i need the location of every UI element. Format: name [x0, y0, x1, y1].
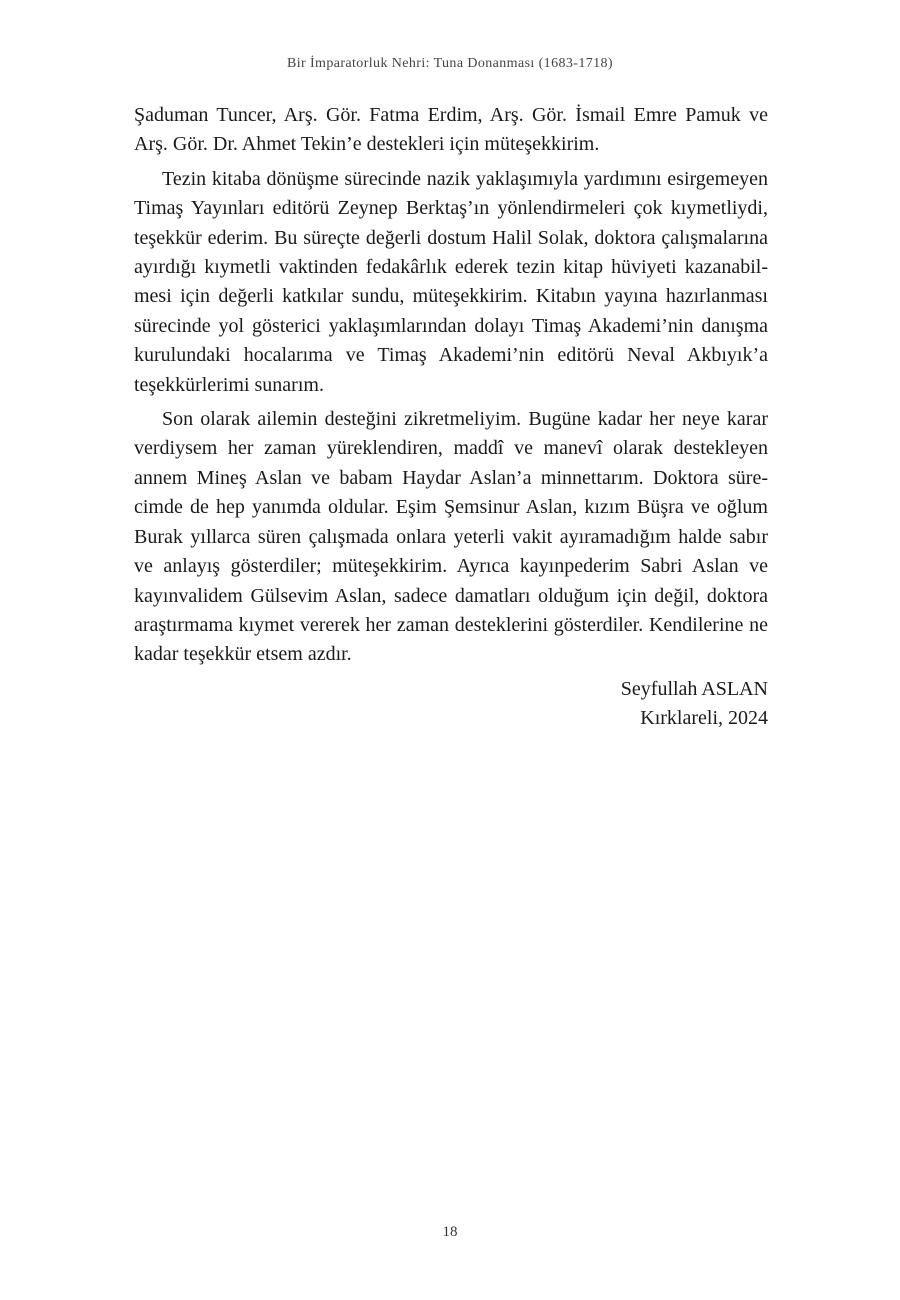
body-text [134, 101, 768, 734]
paragraph-editor-thanks: Tezin kitaba dönüşme sürecinde nazik yaklaşımıyla yardımını esirgemeyen Timaş Yayınları editörü Zeynep Berktaş’ın yönlendirmeleri çok kıymetliydi, teşekkür ederim. Bu süreçte değerli dostum Halil Solak, doktora çalışmalarına ayırdığı kıymetli vaktinden fedakârlık ederek tezin kitap hüviyeti kazanabilmesi için değerli katkılar sundu, müteşekkirim. Kitabın yayına hazırlanması sürecinde yol gösterici yaklaşımlarından dolayı Timaş Akademi’nin danışma kurulundaki hocalarıma ve Timaş Akademi’nin editörü Neval Akbıyık’a teşekkürlerimi sunarım. [134, 167, 768, 396]
paragraph-family-thanks: Son olarak ailemin desteğini zikretmeliyim. Bugüne kadar her neye karar verdiysem her zaman yüreklendiren, maddî ve manevî olarak destekleyen annem Mineş Aslan ve babam Haydar Aslan’a minnettarım. Doktora sürecimde de hep yanımda oldular. Eşim Şemsinur Aslan, kızım Büşra ve oğlum Burak yıllarca süren çalışmada onlara yeterli vakit ayıramadığım halde sabır ve anlayış gösterdiler; müteşekkirim. Ayrıca kayınpederim Sabri Aslan ve kayınvalidem Gülsevim Aslan, sadece damatları olduğum için değil, doktora araştırmama kıymet vererek her zaman desteklerini gösterdiler. Kendilerine ne kadar teşekkür etsem azdır. [134, 408, 768, 666]
author-name: Seyfullah ASLAN [620, 677, 768, 700]
signature-block [134, 675, 768, 734]
place-date: Kırklareli, 2024 [640, 707, 768, 730]
page-number: 18 [442, 1224, 458, 1240]
running-header: Bir İmparatorluk Nehri: Tuna Donanması (1683-1718) [286, 56, 613, 71]
paragraph-continued: Şaduman Tuncer, Arş. Gör. Fatma Erdim, Arş. Gör. İsmail Emre Pamuk ve Arş. Gör. Dr. Ahmet Tekin’e destekleri için müteşekkirim. [134, 104, 768, 156]
